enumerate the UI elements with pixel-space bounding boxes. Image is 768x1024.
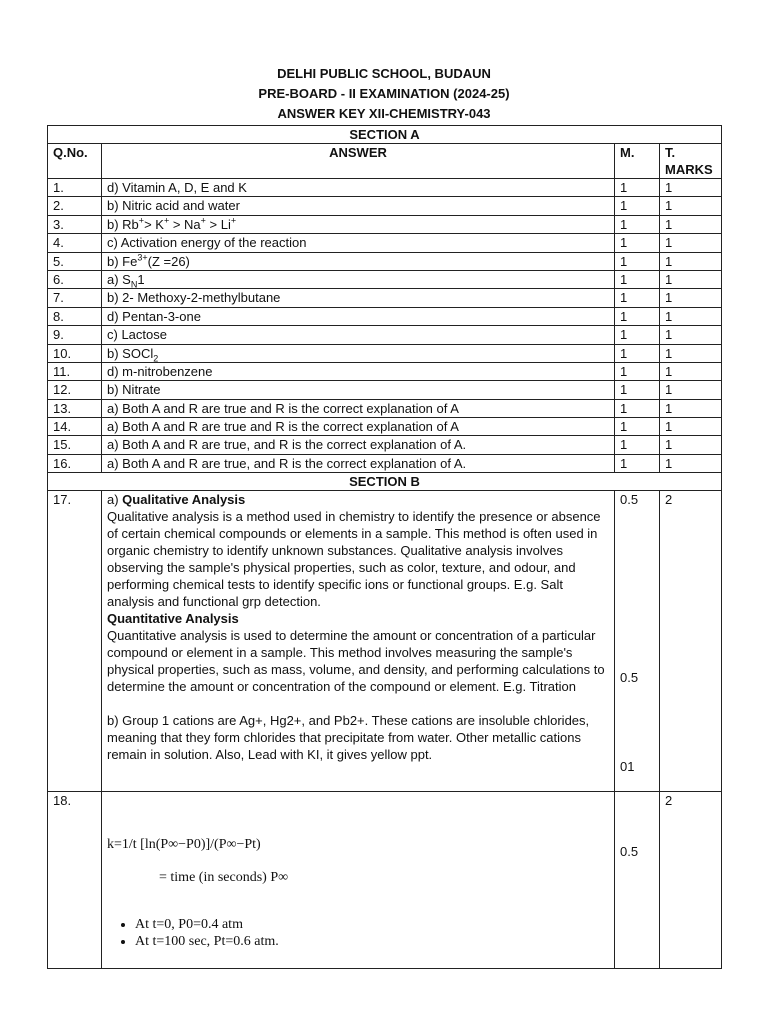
list-item: • At t=100 sec, Pt=0.6 atm. xyxy=(135,933,609,950)
marks: 1 xyxy=(615,326,660,344)
table-row xyxy=(48,418,722,436)
answer-text: b) Nitrate xyxy=(102,381,615,399)
table-row xyxy=(48,344,722,362)
question-number: 4. xyxy=(48,234,102,252)
question-number: 10. xyxy=(48,344,102,362)
question-number: 16. xyxy=(48,454,102,472)
marks: 1 xyxy=(615,252,660,270)
question-number: 13. xyxy=(48,399,102,417)
table-row-q18 xyxy=(48,792,722,969)
total-marks: 2 xyxy=(660,792,722,969)
list-item: • At t=0, P0=0.4 atm xyxy=(135,916,609,933)
marks: 1 xyxy=(615,179,660,197)
question-number: 12. xyxy=(48,381,102,399)
question-number: 1. xyxy=(48,179,102,197)
answer-text: b) Nitric acid and water xyxy=(102,197,615,215)
section-b-heading: SECTION B xyxy=(48,473,722,491)
total-marks: 1 xyxy=(660,454,722,472)
marks: 0.5 0.5 01 xyxy=(615,491,660,792)
question-number: 2. xyxy=(48,197,102,215)
answer-key-title: ANSWER KEY XII-CHEMISTRY-043 xyxy=(277,106,491,121)
total-marks: 1 xyxy=(660,418,722,436)
answer-text: a) Both A and R are true, and R is the correct explanation of A. xyxy=(102,454,615,472)
total-marks: 1 xyxy=(660,215,722,233)
marks: 0.5 xyxy=(615,792,660,969)
question-number: 5. xyxy=(48,252,102,270)
table-row xyxy=(48,179,722,197)
answer-text xyxy=(102,792,615,969)
exam-title: PRE-BOARD - II EXAMINATION (2024-25) xyxy=(258,86,510,101)
total-marks: 1 xyxy=(660,179,722,197)
answer-text: c) Lactose xyxy=(102,326,615,344)
answer-text: b) $Fe^{3+}(Z =26)$ xyxy=(102,252,615,270)
answer-text: d) m-nitrobenzene xyxy=(102,362,615,380)
marks: 1 xyxy=(615,418,660,436)
question-number: 17. xyxy=(48,491,102,792)
marks: 1 xyxy=(615,215,660,233)
section-a-heading: SECTION A xyxy=(48,126,722,144)
table-row xyxy=(48,326,722,344)
col-qno-header: Q.No. xyxy=(48,144,102,179)
marks: 1 xyxy=(615,270,660,288)
answer-text: b) 2- Methoxy-2-methylbutane xyxy=(102,289,615,307)
question-number: 6. xyxy=(48,270,102,288)
answer-text: a) Both A and R are true and R is the correct explanation of A xyxy=(102,399,615,417)
table-row xyxy=(48,252,722,270)
col-total-marks-header: T. MARKS xyxy=(660,144,722,179)
quantitative-heading: Quantitative Analysis xyxy=(107,611,239,627)
marks: 1 xyxy=(615,399,660,417)
table-row xyxy=(48,215,722,233)
quantitative-text: Quantitative analysis is used to determine the amount or concentration of a particular compound or element in a sample. This method involves measuring the sample's physical properties, such as mass, volume, and density, and performing calculations to determine the amount or concentration of the compound or element. E.g. Titration xyxy=(107,628,605,695)
col-marks-header: M. xyxy=(615,144,660,179)
total-marks: 1 xyxy=(660,326,722,344)
marks: 1 xyxy=(615,362,660,380)
marks: 1 xyxy=(615,454,660,472)
total-marks: 1 xyxy=(660,197,722,215)
total-marks: 1 xyxy=(660,362,722,380)
answer-text: a) $S_N1$ xyxy=(102,270,615,288)
answer-text: d) Vitamin A, D, E and K xyxy=(102,179,615,197)
table-row xyxy=(48,289,722,307)
question-number: 7. xyxy=(48,289,102,307)
total-marks: 1 xyxy=(660,307,722,325)
qualitative-heading: Qualitative Analysis xyxy=(122,492,246,508)
table-row-q17 xyxy=(48,491,722,792)
question-number: 9. xyxy=(48,326,102,344)
table-row xyxy=(48,399,722,417)
total-marks: 1 xyxy=(660,234,722,252)
answer-text: d) Pentan-3-one xyxy=(102,307,615,325)
school-name: DELHI PUBLIC SCHOOL, BUDAUN xyxy=(277,66,491,81)
table-row xyxy=(48,362,722,380)
table-row xyxy=(48,436,722,454)
rate-formula-note: = time (in seconds) P∞ xyxy=(159,870,289,886)
marks: 1 xyxy=(615,307,660,325)
marks: 1 xyxy=(615,289,660,307)
marks: 1 xyxy=(615,344,660,362)
answer-text: a) Both A and R are true and R is the correct explanation of A xyxy=(102,418,615,436)
total-marks: 1 xyxy=(660,270,722,288)
total-marks: 2 xyxy=(660,491,722,792)
answer-key-table xyxy=(47,125,722,969)
total-marks: 1 xyxy=(660,289,722,307)
given-values-list xyxy=(107,916,609,950)
table-row xyxy=(48,197,722,215)
question-number: 15. xyxy=(48,436,102,454)
rate-formula: k=1/t [ln(P∞−P0)]/(P∞−Pt) xyxy=(107,837,261,853)
answer-text: a) Qualitative Analysis Qualitative analysis is a method used in chemistry to identify the presence or absence of certain chemical compounds or elements in a sample. This method is often used in organic chemistry to identify unknown substances. Qualitative analysis involves observing the sample's physical properties, such as color, texture, and odour, and performing chemical tests to identify specific ions or functional groups. E.g. Salt analysis and functional grp detection. Quantitative Analysis Quantitative analysis is used to determine the amount or concentration of a particular compound or element in a sample. This method involves measuring the sample's physical properties, such as mass, volume, and density, and performing calculations to determine the amount or concentration of the compound or element. E.g. Titration b) Group 1 cations are Ag+, Hg2+, and Pb2+. These cations are insoluble chlorides, meaning that they form chlorides that precipitate from water. Other metallic cations remain in solution. Also, Lead with KI, it gives yellow ppt. xyxy=(102,491,615,792)
answer-text: a) Both A and R are true, and R is the correct explanation of A. xyxy=(102,436,615,454)
marks: 1 xyxy=(615,234,660,252)
table-row xyxy=(48,381,722,399)
table-row xyxy=(48,270,722,288)
table-row xyxy=(48,234,722,252)
marks: 1 xyxy=(615,381,660,399)
marks: 1 xyxy=(615,197,660,215)
question-number: 18. xyxy=(48,792,102,969)
question-number: 14. xyxy=(48,418,102,436)
col-answer-header: ANSWER xyxy=(102,144,615,179)
table-row xyxy=(48,307,722,325)
answer-text: b) Rb+> K+ > Na+ > Li+ xyxy=(102,215,615,233)
question-number: 8. xyxy=(48,307,102,325)
total-marks: 1 xyxy=(660,344,722,362)
total-marks: 1 xyxy=(660,252,722,270)
question-number: 3. xyxy=(48,215,102,233)
part-b-text: b) Group 1 cations are Ag+, Hg2+, and Pb2+. These cations are insoluble chlorides, meaning that they form chlorides that precipitate from water. Other metallic cations remain in solution. Also, Lead with KI, it gives yellow ppt. xyxy=(107,713,590,763)
total-marks: 1 xyxy=(660,436,722,454)
total-marks: 1 xyxy=(660,381,722,399)
marks: 1 xyxy=(615,436,660,454)
answer-text: c) Activation energy of the reaction xyxy=(102,234,615,252)
question-number: 11. xyxy=(48,362,102,380)
answer-text: b) SOCl$_2$ xyxy=(102,344,615,362)
qualitative-text: Qualitative analysis is a method used in chemistry to identify the presence or absence of certain chemical compounds or elements in a sample. This method is often used in organic chemistry to identify unknown substances. Qualitative analysis involves observing the sample's physical properties, such as color, texture, and odour, and performing chemical tests to identify specific ions or functional groups. E.g. Salt analysis and functional grp detection. xyxy=(107,509,601,610)
table-row xyxy=(48,454,722,472)
total-marks: 1 xyxy=(660,399,722,417)
